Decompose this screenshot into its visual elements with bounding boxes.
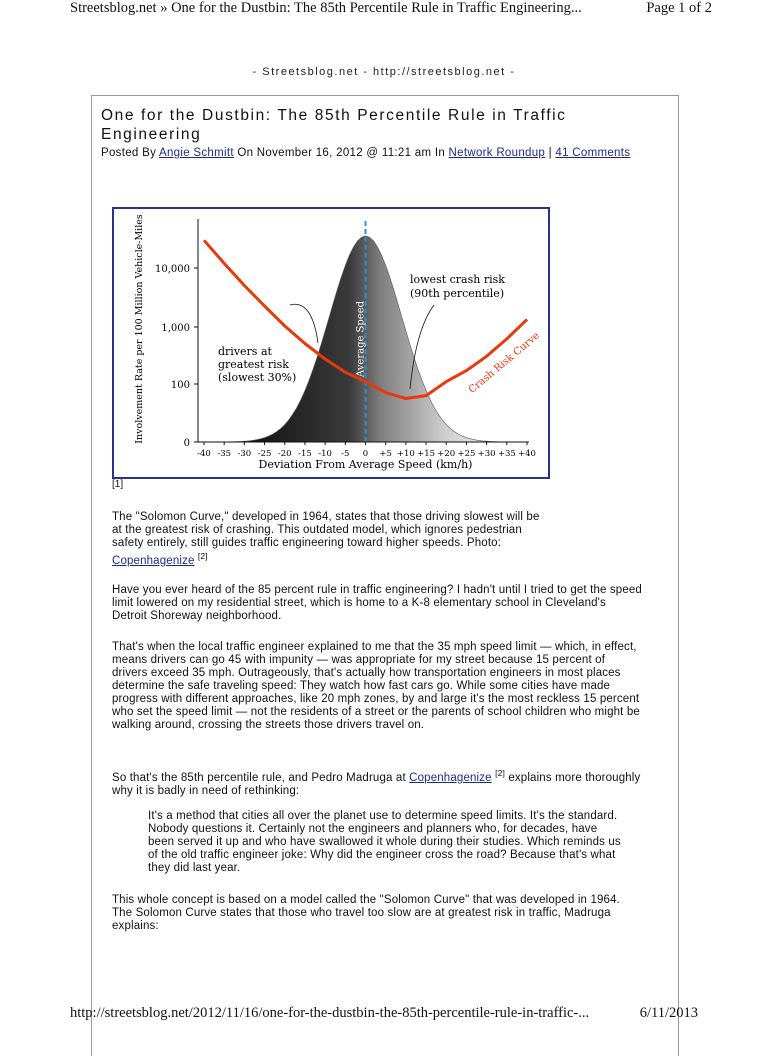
print-footer [0,1005,768,1025]
crash-risk-curve-label: Crash Risk Curve [466,330,542,396]
p3-after: explains more thoroughly why it is badly in need of rethinking: [112,771,641,797]
x-tick-label: -25 [257,449,272,459]
meta-separator: | [548,147,552,159]
paragraph-2: That's when the local traffic engineer explained to me that the 35 mph speed limit — which, in effect, means drivers can go 45 with impunity — was appropriate for my street because 15 percent of drivers exceed 35 mph. Outrageously, that's actually how transportation engineers in most places determine the safe traveling speed: They watch how fast cars go. While some cities have made progress with different approaches, like 20 mph zones, by and large it's the most reckless 15 percent who set the speed limit — not the residents of a street or the parents of school children who might be walking around, crossing the streets those drivers travel on. [112,641,640,731]
x-tick-label: -20 [277,449,292,459]
x-tick-label: -35 [217,449,232,459]
article-meta [101,146,661,160]
x-tick-label: -15 [298,449,312,459]
y-tick-label: 10,000 [155,264,190,275]
caption-ref: [2] [197,551,208,561]
p3-before: So that's the 85th percentile rule, and Pedro Madruga at [112,771,406,784]
date-text: On November 16, 2012 @ 11:21 am In [237,147,446,159]
blockquote: It's a method that cities all over the planet use to determine speed limits. It's the standard. Nobody questions it. Certainly not the engineers and planners who, for decades, have been served it up and who have swallowed it whole during their studies. Which reminds us of the old traffic engineer joke: Why did the engineer cross the road? Because that's what they did last year. [148,810,621,874]
author-link[interactable]: Angie Schmitt [159,147,234,159]
slowest-annotation-line-1: drivers at [218,345,272,358]
x-tick-label: +25 [457,449,476,459]
print-header [0,0,768,22]
print-footer-url: http://streetsblog.net/2012/11/16/one-for-the-dustbin-the-85th-percentile-rule-in-traffic-... [70,1005,590,1021]
print-footer-date: 6/11/2013 [639,1005,698,1021]
y-axis-label: Involvement Rate per 100 Million Vehicle-Miles [134,214,145,444]
paragraph-3 [112,767,642,798]
x-tick-label: +30 [477,449,496,459]
print-header-page: Page 1 of 2 [646,0,712,16]
print-header-title: Streetsblog.net » One for the Dustbin: The 85th Percentile Rule in Traffic Engineering... [70,0,582,16]
category-link[interactable]: Network Roundup [448,147,546,159]
y-tick-label: 0 [183,438,190,449]
lowest-annotation-line-2: (90th percentile) [410,287,505,300]
slowest-annotation-line-2: greatest risk [218,358,289,371]
x-tick-label: -30 [237,449,252,459]
posted-by-label: Posted By [101,147,157,159]
slowest-annotation-arrow [290,304,318,343]
p3-ref: [2] [495,768,505,778]
x-tick-label: 0 [362,449,369,459]
solomon-curve-chart [114,209,548,477]
p3-link[interactable]: Copenhagenize [409,771,492,784]
x-tick-label: +15 [417,449,436,459]
x-tick-label: +40 [518,449,536,459]
site-line: - Streetsblog.net - http://streetsblog.net - [252,66,516,78]
x-tick-label: -10 [318,449,332,459]
caption-link[interactable]: Copenhagenize [112,554,195,567]
x-tick-label: +20 [437,449,456,459]
caption-text: The "Solomon Curve," developed in 1964, states that those driving slowest will be at the greatest risk of crashing. This outdated model, which ignores pedestrian safety entirely, still guides traffic engineering toward higher speeds. Photo: [112,511,540,549]
paragraph-1: Have you ever heard of the 85 percent rule in traffic engineering? I hadn't until I tried to get the speed limit lowered on my residential street, which is home to a K-8 elementary school in Cleveland's Detroit Shoreway neighborhood. [112,584,642,622]
x-tick-label: +10 [396,449,415,459]
x-tick-label: +5 [379,449,392,459]
solomon-curve-figure [112,207,550,479]
x-tick-label: +35 [497,449,516,459]
lowest-annotation-line-1: lowest crash risk [410,273,505,286]
figure-ref: [1] [112,479,124,490]
y-tick-label: 1,000 [161,323,190,334]
x-tick-label: -5 [341,449,350,459]
x-axis-label: Deviation From Average Speed (km/h) [258,458,473,471]
figure-caption [112,511,552,568]
y-tick-label: 100 [170,380,190,391]
slowest-annotation-line-3: (slowest 30%) [218,371,297,384]
x-tick-label: -40 [197,449,211,459]
average-speed-label: Average Speed [355,300,367,378]
paragraph-4: This whole concept is based on a model called the "Solomon Curve" that was developed in 1964. The Solomon Curve states that those who travel too slow are at greatest risk in traffic, Madruga explains: [112,894,620,932]
article-title: One for the Dustbin: The 85th Percentile Rule in Traffic Engineering [101,107,567,143]
comments-link[interactable]: 41 Comments [555,147,631,159]
